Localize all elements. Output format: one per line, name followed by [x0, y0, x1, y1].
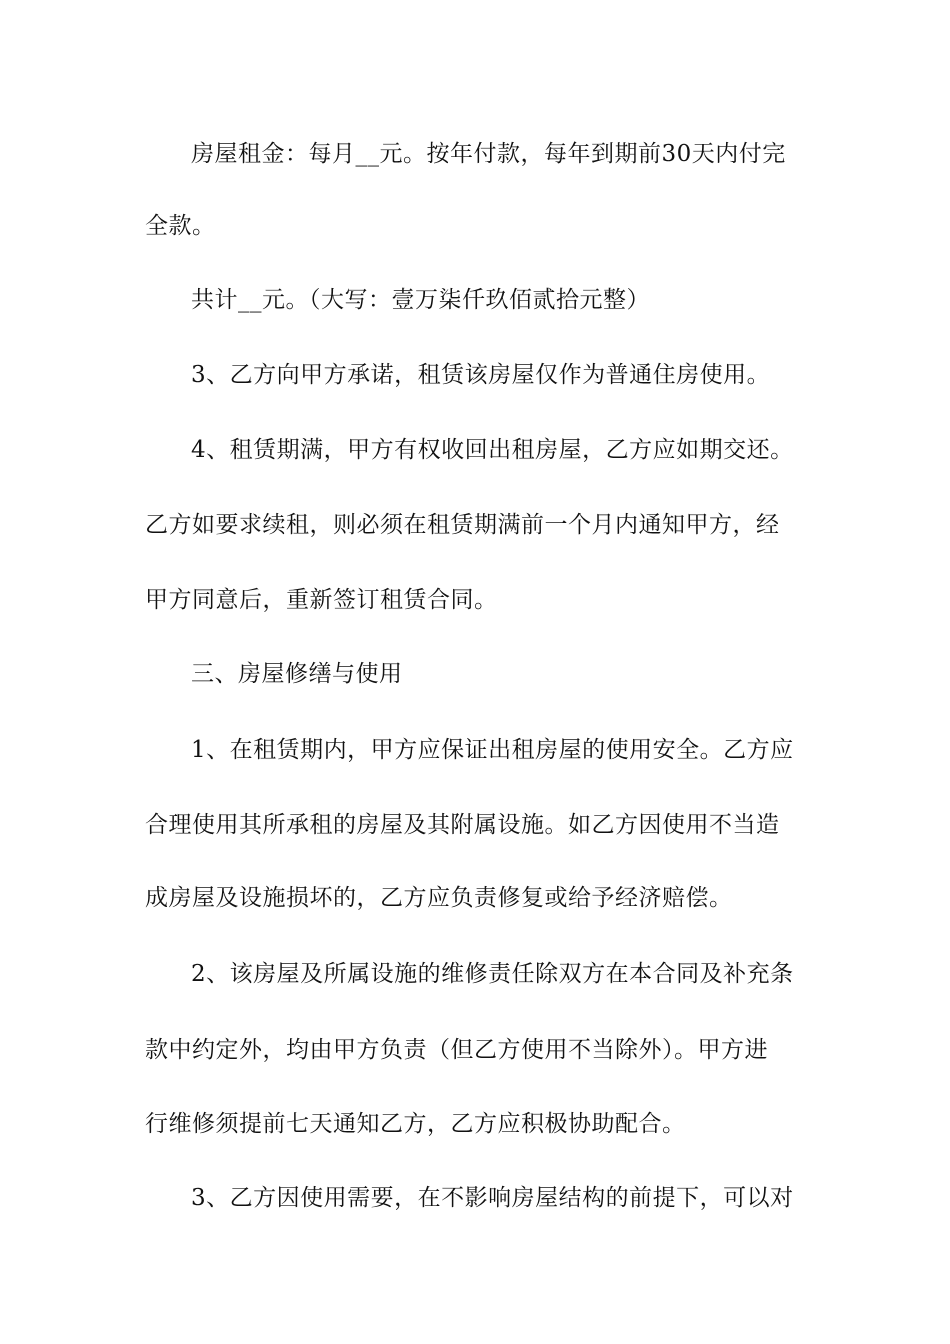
- paragraph-total-line: 共计__元。（大写：壹万柒仟玖佰贰拾元整）: [191, 287, 650, 313]
- paragraph-rent-line-2: 全款。: [145, 213, 216, 239]
- clause-4-line-2: 乙方如要求续租，则必须在租赁期满前一个月内通知甲方，经: [145, 512, 780, 538]
- section-heading-repair: 三、房屋修缮与使用: [191, 661, 403, 687]
- repair-clause-3-line-1: 3、乙方因使用需要，在不影响房屋结构的前提下，可以对: [191, 1185, 794, 1211]
- repair-clause-2-line-1: 2、该房屋及所属设施的维修责任除双方在本合同及补充条: [191, 961, 794, 987]
- repair-clause-1-line-1: 1、在租赁期内，甲方应保证出租房屋的使用安全。乙方应: [191, 737, 794, 763]
- clause-4-line-1: 4、租赁期满，甲方有权收回出租房屋，乙方应如期交还。: [191, 437, 794, 463]
- clause-4-line-3: 甲方同意后，重新签订租赁合同。: [145, 587, 498, 613]
- paragraph-rent-line-1: 房屋租金：每月__元。按年付款，每年到期前30天内付完: [191, 141, 786, 167]
- clause-3-line: 3、乙方向甲方承诺，租赁该房屋仅作为普通住房使用。: [191, 362, 771, 388]
- repair-clause-1-line-3: 成房屋及设施损坏的，乙方应负责修复或给予经济赔偿。: [145, 885, 733, 911]
- repair-clause-1-line-2: 合理使用其所承租的房屋及其附属设施。如乙方因使用不当造: [145, 812, 780, 838]
- repair-clause-2-line-3: 行维修须提前七天通知乙方，乙方应积极协助配合。: [145, 1111, 686, 1137]
- repair-clause-2-line-2: 款中约定外，均由甲方负责（但乙方使用不当除外）。甲方进: [145, 1037, 768, 1063]
